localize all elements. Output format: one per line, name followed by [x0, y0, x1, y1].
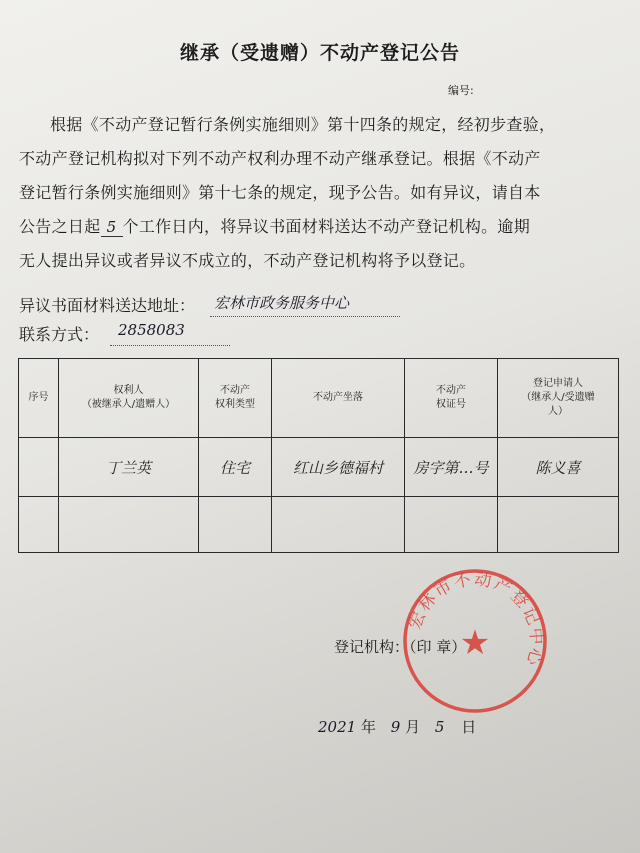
signature-date: [318, 716, 476, 737]
property-table: [18, 358, 619, 553]
cell-seq: [19, 497, 59, 553]
header-location: 不动产坐落: [272, 359, 405, 438]
body-line-1: [50, 112, 555, 135]
date-year: 2021: [318, 718, 357, 736]
working-days-handwritten: 5: [101, 218, 123, 237]
cell-cert-no: [405, 497, 498, 553]
cell-location: [272, 497, 405, 553]
cell-applicant: 陈义喜: [498, 438, 619, 497]
address-handwritten: 宏林市政务服务中心: [214, 294, 350, 312]
body-line-3: 登记暂行条例实施细则》第十七条的规定，现予公告。如有异议，请自本: [19, 183, 541, 202]
svg-text:★: ★: [459, 623, 491, 663]
date-month-unit: 月: [405, 718, 421, 736]
header-applicant: 登记申请人 （继承人/受遗赠 人）: [498, 359, 619, 438]
header-cert-no: 不动产 权证号: [405, 359, 498, 438]
cell-location: 红山乡德福村: [272, 438, 405, 497]
table-header-row: [19, 359, 619, 438]
date-year-unit: 年: [360, 718, 376, 736]
header-seq: 序号: [19, 359, 59, 438]
date-day-unit: 日: [461, 718, 477, 736]
table-row: [19, 438, 619, 497]
official-seal: [400, 566, 550, 716]
registration-org-label: 登记机构：（印 章）: [334, 638, 467, 656]
body-line-5: 无人提出异议或者异议不成立的，不动产登记机构将予以登记。: [19, 251, 476, 270]
body-line-4-suffix: 个工作日内，将异议书面材料送达不动产登记机构。逾期: [122, 217, 531, 236]
cell-right-type: [199, 497, 272, 553]
notice-title: 继承（受遗赠）不动产登记公告: [179, 42, 460, 64]
date-day: 5: [434, 718, 445, 736]
address-label: 异议书面材料送达地址：: [19, 296, 196, 315]
contact-handwritten: 2858083: [118, 321, 185, 339]
cell-right-type: 住宅: [199, 438, 272, 497]
table-row: [19, 497, 619, 553]
body-line-2: 不动产登记机构拟对下列不动产权利办理不动产继承登记。根据《不动产: [19, 149, 541, 168]
contact-label: 联系方式：: [19, 325, 100, 344]
date-month: 9: [390, 718, 401, 736]
header-holder: 权利人 （被继承人/遗赠人）: [59, 359, 199, 438]
seal-text: 宏林市不动产登记中心: [405, 569, 547, 670]
cell-holder: 丁兰英: [59, 438, 199, 497]
cell-seq: [19, 438, 59, 497]
contact-underline: [110, 345, 230, 346]
serial-number-label: 编号:: [448, 84, 474, 97]
cell-cert-no: 房字第…号: [405, 438, 498, 497]
header-right-type: 不动产 权利类型: [199, 359, 272, 438]
body-line-4-prefix: 公告之日起: [19, 217, 101, 236]
body-line-1-text: 根据《不动产登记暂行条例实施细则》第十四条的规定，经初步查验，: [50, 115, 556, 134]
cell-holder: [59, 497, 199, 553]
body-line-4: [19, 214, 530, 237]
cell-applicant: [498, 497, 619, 553]
address-underline: [210, 316, 400, 317]
